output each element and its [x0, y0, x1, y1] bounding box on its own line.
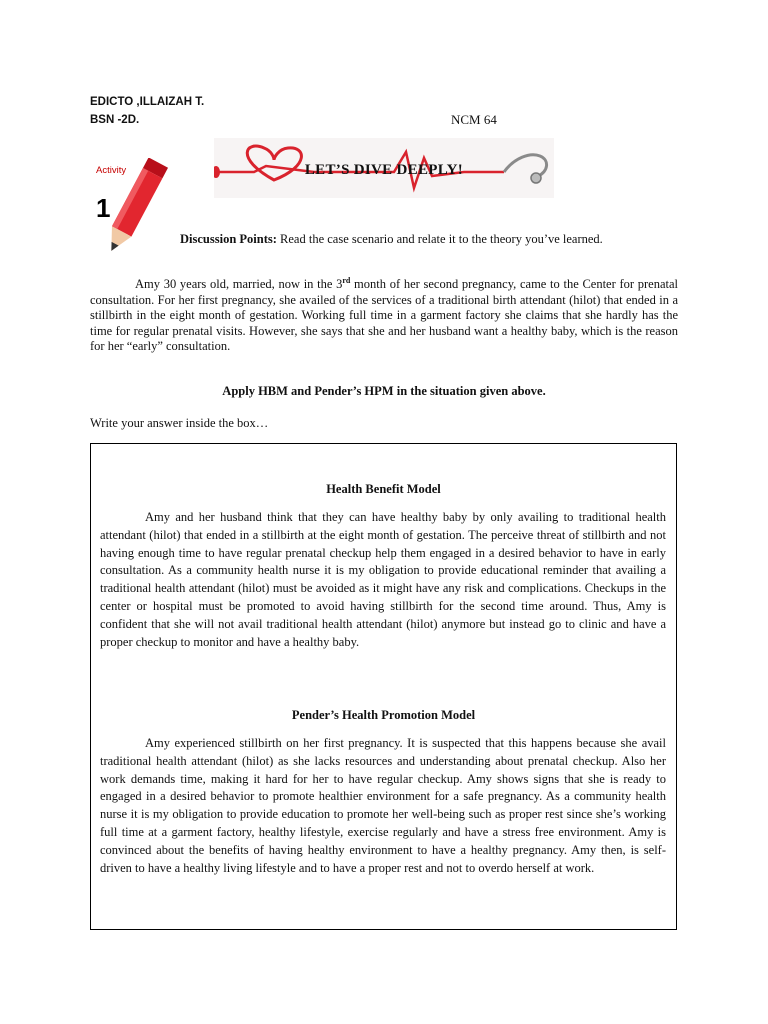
- write-prompt: Write your answer inside the box…: [90, 416, 269, 430]
- discussion-label: Discussion Points:: [180, 232, 277, 246]
- hbm-title: Health Benefit Model: [326, 482, 441, 496]
- instruction-heading: Apply HBM and Pender’s HPM in the situation given above.: [222, 384, 546, 398]
- case-ordinal: rd: [342, 276, 351, 285]
- case-text-start: Amy 30 years old, married, now in the 3: [135, 277, 343, 292]
- student-name: EDICTO ,ILLAIZAH T.: [90, 96, 205, 108]
- answer-box: [90, 443, 677, 930]
- hpm-answer: Amy experienced stillbirth on her first pregnancy. It is suspected that this happens because she avail traditional health attendant (hilot) as she lacks resources and understanding about prenatal checkup. Also her work demands time, making it hard for her to have regular checkup. Amy shows signs that she is ready to engaged in a desired behavior to promote healthier environment for a safe pregnancy. As a community health nurse it is my obligation to provide education to promote her well-being such as proper rest since she’s working full time at a garment factory, healthy lifestyle, exercise regularly and have a stress free environment. Amy is convinced about the benefits of having healthy environment to have a healthy pregnancy. Amy then, is self-driven to have a healthy living lifestyle and to have a proper rest and not to overdo herself at work.: [100, 736, 666, 875]
- discussion-points: [180, 232, 603, 247]
- activity-number: 1: [96, 193, 111, 223]
- case-scenario: [90, 273, 678, 355]
- student-section: BSN -2D.: [90, 114, 140, 126]
- course-code: NCM 64: [451, 112, 497, 127]
- banner-title: LET’S DIVE DEEPLY!: [304, 162, 464, 178]
- discussion-text: Read the case scenario and relate it to the theory you’ve learned.: [276, 232, 603, 246]
- hpm-title: Pender’s Health Promotion Model: [291, 708, 476, 722]
- case-text-rest: month of her second pregnancy, came to the Center for prenatal consultation. For her first pregnancy, she availed of the services of a traditional birth attendant (hilot) that ended in a stillbirth in the eight month of gestation. Working full time in a garment factory she claims that she hardly has the time for regular prenatal visits. However, she says that she and her husband want a healthy baby, which is the reason for her “early” consultation.: [90, 277, 678, 354]
- hbm-answer: Amy and her husband think that they can have healthy baby by only availing to traditional health attendant (hilot) that ended in a stillbirth at the eight month of gestation. The perceive threat of stillbirth and not having enough time to have regular prenatal checkup help them engaged in a desired behavior to have in early consultation. As a community health nurse it is my obligation to provide educational reminder that availing a traditional health attendant (hilot) must be avoided as it might have any risk and complications. Checkups in the center or hospital must be promoted to avoid having stillbirth for the second time around. Thus, Amy is confident that she will not avail traditional health attendant (hilot) anymore but instead go to clinic and have a proper checkup to monitor and have a healthy baby.: [100, 510, 666, 649]
- activity-label: Activity: [96, 165, 127, 176]
